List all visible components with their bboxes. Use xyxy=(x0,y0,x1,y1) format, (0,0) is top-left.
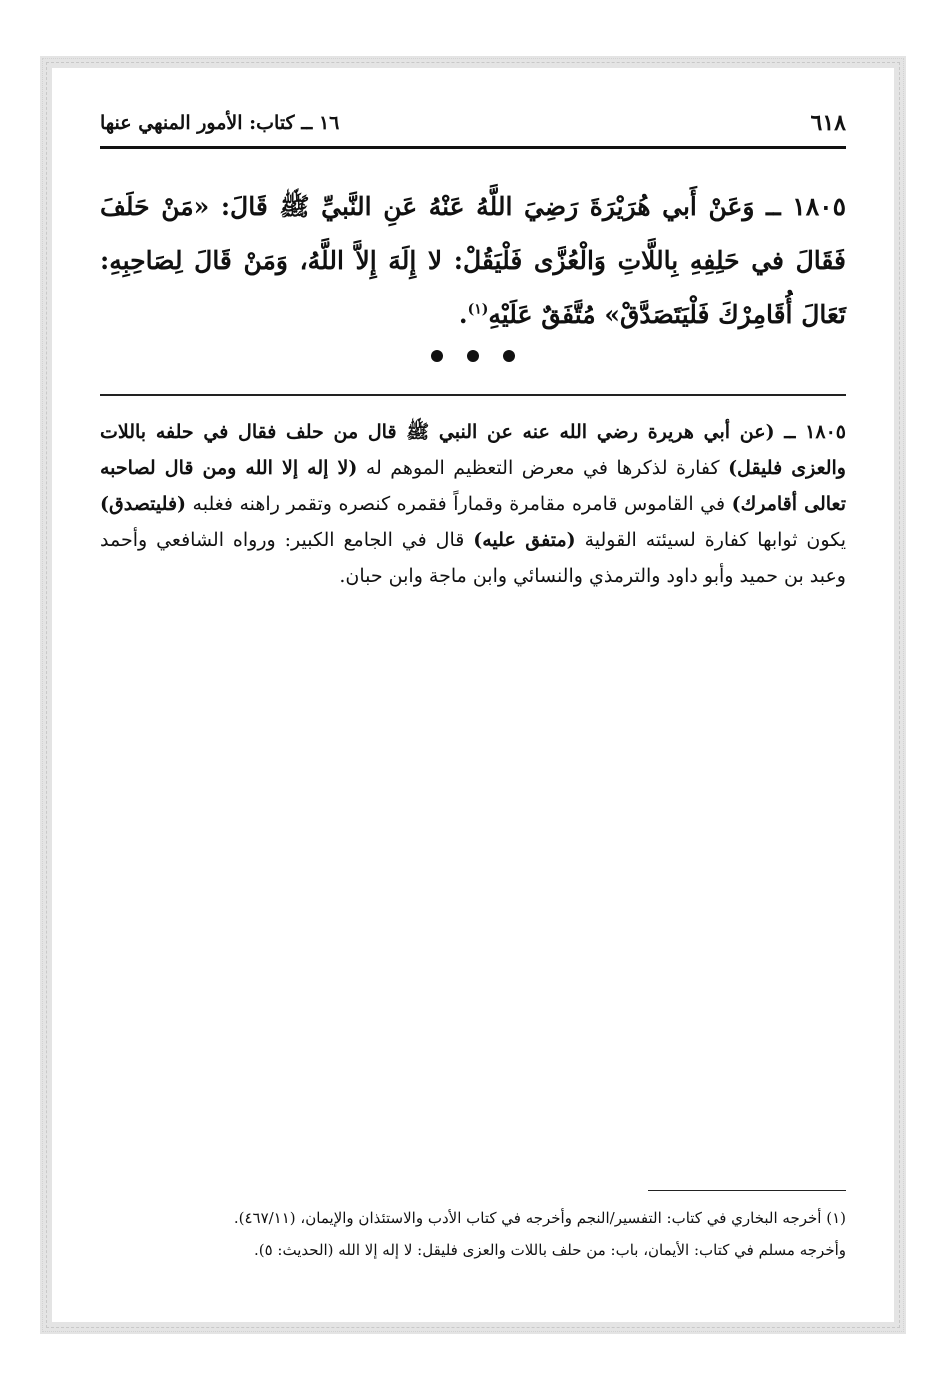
footnote-divider xyxy=(648,1190,846,1191)
commentary-quote: ١٨٠٥ ــ (عن أبي هريرة رضي الله عنه عن النبي ﷺ قال من حلف فقال في حلفه باللات والعزى فليقل) xyxy=(100,421,846,479)
hadith-end: . xyxy=(458,300,468,329)
commentary-text xyxy=(100,414,846,594)
commentary-divider xyxy=(100,394,846,396)
hadith-body: ١٨٠٥ ــ وَعَنْ أَبي هُرَيْرَةَ رَضِيَ اللَّهُ عَنْهُ عَنِ النَّبيِّ ﷺ قَالَ: «مَنْ حَلَفَ فَقَالَ في حَلِفِهِ بِاللَّاتِ وَالْعُزَّى فَلْيَقُلْ: لا إِلَهَ إِلاَّ اللَّهُ، وَمَنْ قَالَ لِصَاحِبِهِ: تَعَالَ أُقَامِرْكَ فَلْيَتَصَدَّقْ» مُتَّفَقٌ عَلَيْهِ xyxy=(100,192,846,329)
footnote-1-continued: وأخرجه مسلم في كتاب: الأيمان، باب: من حلف باللات والعزى فليقل: لا إله إلا الله (الحديث: ٥). xyxy=(253,1241,846,1259)
commentary-explanation: في القاموس قامره مقامرة وقماراً فقمره كنصره وتقمر راهنه فغلبه xyxy=(186,493,732,515)
page-frame xyxy=(40,56,906,1334)
section-separator xyxy=(52,346,894,367)
commentary-explanation: كفارة لذكرها في معرض التعظيم الموهم له xyxy=(357,457,729,479)
commentary-quote: (فليتصدق) xyxy=(100,493,187,515)
page-number: ٦١٨ xyxy=(810,110,846,136)
commentary-quote: (لا إله إلا الله ومن قال لصاحبه تعالى أقامرك) xyxy=(100,457,846,515)
separator-dot xyxy=(431,350,443,362)
footnote-1: (١) أخرجه البخاري في كتاب: التفسير/النجم وأخرجه في كتاب الأدب والاستئذان والإيمان، (٤٦٧/١١). xyxy=(233,1209,846,1227)
chapter-title: ١٦ ــ كتاب: الأمور المنهي عنها xyxy=(100,112,340,134)
footnotes xyxy=(100,1202,846,1266)
commentary-explanation: يكون ثوابها كفارة لسيئته القولية xyxy=(575,529,846,551)
footnote-reference[interactable]: (١) xyxy=(467,301,489,318)
hadith-text xyxy=(100,180,846,342)
separator-dot xyxy=(503,350,515,362)
separator-dot xyxy=(467,350,479,362)
commentary-explanation: قال في الجامع الكبير: ورواه الشافعي وأحمد وعبد بن حميد وأبو داود والترمذي والنسائي وابن ماجة وابن حبان. xyxy=(100,529,846,587)
commentary-quote: (متفق عليه) xyxy=(473,529,576,551)
page-header xyxy=(100,106,846,149)
